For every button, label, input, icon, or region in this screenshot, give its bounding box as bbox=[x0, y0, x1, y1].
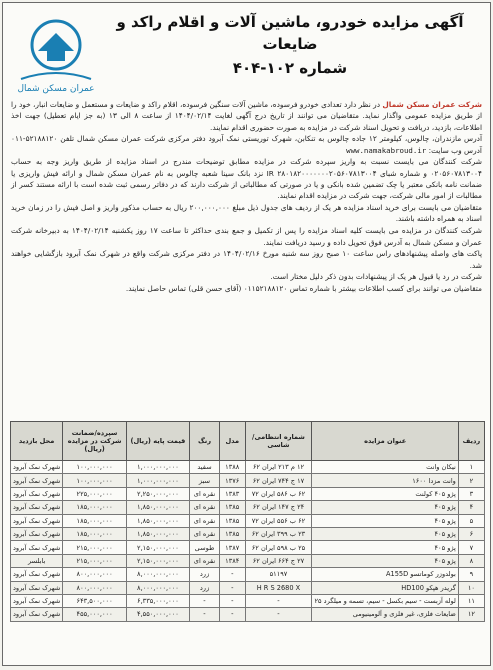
table-cell: شهرک نمک آبرود bbox=[11, 514, 63, 527]
table-cell: ۱,۸۵۰,۰۰۰,۰۰۰ bbox=[126, 501, 189, 514]
table-cell: ۱۳۸۷ bbox=[220, 541, 245, 554]
table-cell: پژو ۴۰۵ bbox=[312, 501, 458, 514]
table-cell: سبز bbox=[189, 474, 219, 487]
table-cell: طوسی bbox=[189, 541, 219, 554]
table-cell: ۱,۸۵۰,۰۰۰,۰۰۰ bbox=[126, 527, 189, 540]
table-cell: ۱۳۸۵ bbox=[220, 514, 245, 527]
table-cell: شهرک نمک آبرود bbox=[11, 541, 63, 554]
table-cell: - bbox=[220, 568, 245, 581]
table-cell: ۴,۵۵۰,۰۰۰,۰۰۰ bbox=[126, 608, 189, 621]
table-cell: ۸۰۰,۰۰۰,۰۰۰ bbox=[63, 568, 127, 581]
table-cell: ۱۸۵,۰۰۰,۰۰۰ bbox=[63, 527, 127, 540]
table-cell: ۲,۱۵۰,۰۰۰,۰۰۰ bbox=[126, 541, 189, 554]
table-row bbox=[11, 527, 485, 540]
table-cell: ۶۲ ب ۵۵۶ ایران ۷۲ bbox=[245, 514, 312, 527]
title-line-1: آگهی مزایده خودرو، ماشین آلات و اقلام راکد و ضایعات bbox=[116, 13, 464, 53]
company-name: شرکت عمران مسکن شمال bbox=[382, 100, 482, 109]
paragraph-1: شرکت عمران مسکن شمال در نظر دارد تعدادی خودرو فرسوده، ماشین آلات سنگین فرسوده، اقلام راکد و ضایعات و مستعمل و ضایعات انبار، خود را از طریق مزایده عمومی واگذار نماید. متقاضیان می توانند از تاریخ درج آگهی لغایت ۱۴۰۴/۰۲/۱۴ از ساعت ۸ الی ۱۳ (به جز ایام تعطیل) جهت اخذ اطلاعات، بازدید، دریافت و تحویل اسناد شرکت در مزایده به صورت حضوری اقدام نمایند. bbox=[11, 100, 482, 132]
col-location: محل بازدید bbox=[11, 422, 63, 461]
table-cell: ضایعات فلزی، غیر فلزی و آلومینیومی bbox=[312, 608, 458, 621]
table-cell: ۱۱ bbox=[458, 594, 484, 607]
table-cell: ۱۳۸۸ bbox=[220, 461, 245, 474]
table-cell: پژو ۴۰۵ bbox=[312, 527, 458, 540]
table-cell: پژو ۴۰۵ bbox=[312, 541, 458, 554]
col-index: ردیف bbox=[458, 422, 484, 461]
table-cell: شهرک نمک آبرود bbox=[11, 568, 63, 581]
paragraph-contact: متقاضیان می توانند برای کسب اطلاعات بیشتر با شماره تماس ۰۱۱۵۲۱۸۸۱۲۰ (آقای حسن قلی) تماس حاصل نمایند. bbox=[125, 284, 482, 294]
table-cell: ۸۰۰,۰۰۰,۰۰۰ bbox=[63, 581, 127, 594]
table-cell: - bbox=[220, 581, 245, 594]
table-cell: ۸ bbox=[458, 554, 484, 567]
notice-body bbox=[3, 99, 490, 295]
table-row bbox=[11, 474, 485, 487]
table-cell: ۱۳۸۳ bbox=[220, 487, 245, 500]
table-cell: ۱۸۵,۰۰۰,۰۰۰ bbox=[63, 514, 127, 527]
table-cell: ۸,۰۰۰,۰۰۰,۰۰۰ bbox=[126, 581, 189, 594]
table-cell: ۳ bbox=[458, 487, 484, 500]
table-cell: شهرک نمک آبرود bbox=[11, 487, 63, 500]
paragraph-opening: پاکت های واصله پیشنهادهای راس ساعت ۱۰ صبح روز سه شنبه مورخ ۱۴۰۴/۰۲/۱۶ در دفتر مرکزی شرکت واقع در شهرک نمک آبرود بازگشایی خواهند شد. bbox=[11, 249, 482, 270]
table-cell: ۲۱۵,۰۰۰,۰۰۰ bbox=[63, 554, 127, 567]
table-cell: بابلسر bbox=[11, 554, 63, 567]
table-cell: - bbox=[220, 608, 245, 621]
table-row bbox=[11, 568, 485, 581]
table-cell: ۲ bbox=[458, 474, 484, 487]
table-cell: ۴۵۵,۰۰۰,۰۰۰ bbox=[63, 608, 127, 621]
table-cell: شهرک نمک آبرود bbox=[11, 581, 63, 594]
table-cell: زرد bbox=[189, 581, 219, 594]
table-cell: ۵ bbox=[458, 514, 484, 527]
table-cell: نقره ای bbox=[189, 501, 219, 514]
table-cell: ۶ bbox=[458, 527, 484, 540]
table-cell: ۲۷ ج ۶۶۴ ایران ۶۲ bbox=[245, 554, 312, 567]
paragraph-deposit: شرکت کنندگان می بایست نسبت به واریز سپرده شرکت در مزایده مطابق توضیحات مندرج در اسناد مزایده از طریق واریز وجه به حساب ۰۲۰۵۶۰۷۸۱۳۰۰۴ و شماره شبای IR ۲۸۰۱۸۲۰۰۰۰۰۰۰۲۰۵۶۰۷۸۱۳۰۰۴ نزد بانک سینا شعبه چالوس به نام عمران مسکن شمال و ارائه فیش واریزی یا ضمانت نامه بانکی معتبر یا چک تضمین شده بانکی و یا در صورتی که مطالباتی از شرکت دارند که در دفاتر رسمی ثبت شده است با ارائه مستند کسر از مطالبات از امور مالی شرکت، جهت شرکت در مزایده اقدام نمایند. bbox=[11, 157, 482, 201]
table-cell: وانت مزدا ۱۶۰۰ bbox=[312, 474, 458, 487]
company-logo-icon bbox=[11, 7, 101, 95]
table-cell: ۱۲ م ۲۱۳ ایران ۶۲ bbox=[245, 461, 312, 474]
table-cell: بولدوزر کوماتسو A155D bbox=[312, 568, 458, 581]
table-cell: ۲,۱۵۰,۰۰۰,۰۰۰ bbox=[126, 554, 189, 567]
col-title: عنوان مزایده bbox=[312, 422, 458, 461]
table-cell: ۱۰ bbox=[458, 581, 484, 594]
table-cell: ۱,۰۰۰,۰۰۰,۰۰۰ bbox=[126, 474, 189, 487]
table-cell: ۲۳ ب ۳۹۹ ایران ۶۲ bbox=[245, 527, 312, 540]
col-model: مدل bbox=[220, 422, 245, 461]
table-cell: شهرک نمک آبرود bbox=[11, 594, 63, 607]
col-plate: شماره انتظامی/ شاسی bbox=[245, 422, 312, 461]
table-cell: ۲۱۵,۰۰۰,۰۰۰ bbox=[63, 541, 127, 554]
table-row bbox=[11, 541, 485, 554]
table-cell: سفید bbox=[189, 461, 219, 474]
table-header-row bbox=[11, 422, 485, 461]
table-cell: ۵۱۱۹۷ bbox=[245, 568, 312, 581]
table-cell: ۱۰۰,۰۰۰,۰۰۰ bbox=[63, 461, 127, 474]
table-cell: زرد bbox=[189, 568, 219, 581]
table-cell: نقره ای bbox=[189, 527, 219, 540]
notice-title bbox=[100, 11, 480, 79]
header bbox=[3, 3, 490, 99]
table-cell: ۱۷ ج ۷۴۴ ایران ۶۲ bbox=[245, 474, 312, 487]
table-cell: ۶۲ ب ۵۸۶ ایران ۷۲ bbox=[245, 487, 312, 500]
table-cell: ۱ bbox=[458, 461, 484, 474]
table-cell: گریدر هپکو HD100 bbox=[312, 581, 458, 594]
table-cell: شهرک نمک آبرود bbox=[11, 527, 63, 540]
table-row bbox=[11, 554, 485, 567]
table-cell: ۲۵ ب ۵۹۸ ایران ۶۲ bbox=[245, 541, 312, 554]
table-cell: - bbox=[245, 608, 312, 621]
table-cell: لوله آزبست - سیم بکسل - سیم، تسمه و میلگرد ۲۵ bbox=[312, 594, 458, 607]
table-cell: - bbox=[189, 608, 219, 621]
table-cell: - bbox=[245, 594, 312, 607]
table-cell: پژو ۴۰۵ bbox=[312, 554, 458, 567]
table-cell: ۷ bbox=[458, 541, 484, 554]
table-row bbox=[11, 581, 485, 594]
table-cell: ۱۸۵,۰۰۰,۰۰۰ bbox=[63, 501, 127, 514]
table-cell: ۴ bbox=[458, 501, 484, 514]
table-cell: - bbox=[220, 594, 245, 607]
paragraph-rights: شرکت در رد یا قبول هر یک از پیشنهادات بدون ذکر دلیل مختار است. bbox=[270, 272, 482, 282]
table-cell: ۱۳۸۵ bbox=[220, 527, 245, 540]
table-row bbox=[11, 594, 485, 607]
table-cell: ۲,۲۵۰,۰۰۰,۰۰۰ bbox=[126, 487, 189, 500]
table-cell: نقره ای bbox=[189, 487, 219, 500]
table-cell: ۱۰۰,۰۰۰,۰۰۰ bbox=[63, 474, 127, 487]
logo-text: عمران مسکن شمال bbox=[17, 84, 95, 94]
table-row bbox=[11, 461, 485, 474]
paragraph-documents: متقاضیان می بایست برای خرید اسناد مزایده هر یک از ردیف های جدول ذیل مبلغ ۲۰۰,۰۰۰,۰۰۰ ریال به حساب مذکور واریز و اصل فیش را در زمان خرید اسناد به همراه داشته باشند. bbox=[11, 203, 482, 224]
table-row bbox=[11, 514, 485, 527]
table-cell: ۸,۰۰۰,۰۰۰,۰۰۰ bbox=[126, 568, 189, 581]
table-row bbox=[11, 608, 485, 621]
table-cell: نیکان وانت bbox=[312, 461, 458, 474]
table-row bbox=[11, 501, 485, 514]
table-cell: ۱,۸۵۰,۰۰۰,۰۰۰ bbox=[126, 514, 189, 527]
table-cell: ۶,۳۳۵,۰۰۰,۰۰۰ bbox=[126, 594, 189, 607]
table-cell: شهرک نمک آبرود bbox=[11, 474, 63, 487]
table-body bbox=[11, 461, 485, 622]
table-cell: ۶۴۳,۵۰۰,۰۰۰ bbox=[63, 594, 127, 607]
table-cell: ۱۳۸۵ bbox=[220, 501, 245, 514]
table-cell: ۱۳۷۶ bbox=[220, 474, 245, 487]
website-link[interactable]: www.namakabroud.ir bbox=[346, 145, 427, 155]
table-cell: ۲۲۵,۰۰۰,۰۰۰ bbox=[63, 487, 127, 500]
table-cell: نقره ای bbox=[189, 554, 219, 567]
table-cell: شهرک نمک آبرود bbox=[11, 461, 63, 474]
col-color: رنگ bbox=[189, 422, 219, 461]
table-row bbox=[11, 487, 485, 500]
table-cell: پژو ۴۰۵ bbox=[312, 514, 458, 527]
table-cell: شهرک نمک آبرود bbox=[11, 501, 63, 514]
table-cell: H R S 2680 X bbox=[245, 581, 312, 594]
table-cell: ۱۲ bbox=[458, 608, 484, 621]
table-cell: شهرک نمک آبرود bbox=[11, 608, 63, 621]
table-cell: - bbox=[189, 594, 219, 607]
col-base-price: قیمت پایه (ریال) bbox=[126, 422, 189, 461]
table-cell: پژو ۴۰۵ کولنت bbox=[312, 487, 458, 500]
auction-items-table bbox=[10, 421, 485, 622]
title-line-2: شماره ۱۰۲-۴۰۴ bbox=[232, 59, 348, 77]
auction-notice bbox=[2, 2, 491, 666]
table-cell: نقره ای bbox=[189, 514, 219, 527]
table-cell: ۱,۰۰۰,۰۰۰,۰۰۰ bbox=[126, 461, 189, 474]
paragraph-address: آدرس مازندران، چالوس، کیلومتر ۱۲ جاده چالوس به تنکابن، شهرک توریستی نمک آبرود دفتر مرکزی شرکت عمران مسکن شمال تلفن ۵۲۱۸۸۱۲۰-۰۱۱ آدرس وب سایت: www.namakabroud.ir bbox=[11, 134, 482, 155]
table-cell: ۹ bbox=[458, 568, 484, 581]
col-deposit: سپرده/ضمانت شرکت در مزایده (ریال) bbox=[63, 422, 127, 461]
table-cell: ۲۴ ج ۱۴۷ ایران ۶۲ bbox=[245, 501, 312, 514]
table-cell: ۱۳۸۴ bbox=[220, 554, 245, 567]
paragraph-deadline: شرکت کنندگان در مزایده می بایست کلیه اسناد مزایده را پس از تکمیل و جمع بندی حداکثر تا ساعت ۱۷ روز یکشنبه ۱۴۰۴/۰۲/۱۴ به دبیرخانه شرکت عمران و مسکن شمال به آدرس فوق تحویل داده و رسید دریافت نمایند. bbox=[11, 226, 482, 247]
